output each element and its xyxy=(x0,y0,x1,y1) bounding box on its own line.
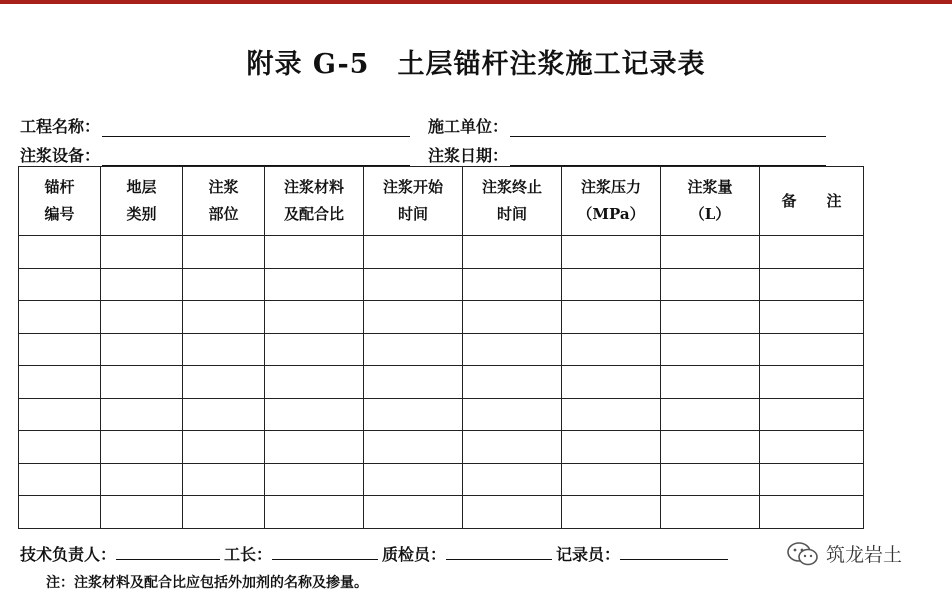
project-name-field[interactable] xyxy=(20,114,410,137)
table-cell[interactable] xyxy=(760,496,864,529)
header-grout-pressure: 注浆压力 （MPa） xyxy=(562,167,661,236)
table-cell[interactable] xyxy=(19,366,101,399)
table-cell[interactable] xyxy=(265,496,364,529)
table-cell[interactable] xyxy=(661,496,760,529)
table-cell[interactable] xyxy=(463,301,562,334)
table-cell[interactable] xyxy=(760,366,864,399)
table-cell[interactable] xyxy=(364,496,463,529)
form-name: 土层锚杆注浆施工记录表 xyxy=(397,49,706,80)
header-end-time: 注浆终止 时间 xyxy=(463,167,562,236)
grouting-record-table xyxy=(18,166,864,529)
table-cell[interactable] xyxy=(19,236,101,269)
table-row xyxy=(19,268,864,301)
table-row xyxy=(19,398,864,431)
table-cell[interactable] xyxy=(265,301,364,334)
table-cell[interactable] xyxy=(562,268,661,301)
table-cell[interactable] xyxy=(364,301,463,334)
watermark xyxy=(786,540,902,567)
table-cell[interactable] xyxy=(19,301,101,334)
tech-lead-line[interactable] xyxy=(116,559,220,560)
table-cell[interactable] xyxy=(19,496,101,529)
header-remarks: 备 注 xyxy=(760,167,864,236)
table-cell[interactable] xyxy=(661,268,760,301)
table-cell[interactable] xyxy=(562,366,661,399)
table-cell[interactable] xyxy=(101,333,183,366)
grouting-date-label: 注浆日期： xyxy=(428,146,509,165)
table-cell[interactable] xyxy=(661,301,760,334)
table-cell[interactable] xyxy=(661,333,760,366)
construction-unit-label: 施工单位： xyxy=(428,117,509,136)
foreman-line[interactable] xyxy=(272,559,378,560)
table-cell[interactable] xyxy=(101,431,183,464)
table-cell[interactable] xyxy=(463,366,562,399)
table-header-row xyxy=(19,167,864,236)
table-cell[interactable] xyxy=(661,366,760,399)
table-cell[interactable] xyxy=(183,236,265,269)
construction-unit-field[interactable] xyxy=(428,114,826,137)
table-row xyxy=(19,236,864,269)
tech-lead-label: 技术负责人： xyxy=(20,545,117,564)
table-cell[interactable] xyxy=(364,463,463,496)
table-cell[interactable] xyxy=(760,431,864,464)
table-cell[interactable] xyxy=(463,333,562,366)
table-row xyxy=(19,496,864,529)
table-cell[interactable] xyxy=(364,268,463,301)
table-cell[interactable] xyxy=(265,366,364,399)
table-cell[interactable] xyxy=(562,463,661,496)
watermark-text: 筑龙岩土 xyxy=(826,544,903,566)
top-border-bar xyxy=(0,0,952,4)
table-body xyxy=(19,236,864,529)
table-cell[interactable] xyxy=(760,463,864,496)
construction-unit-line[interactable] xyxy=(510,122,826,137)
inspector-line[interactable] xyxy=(446,559,552,560)
table-cell[interactable] xyxy=(364,366,463,399)
table-cell[interactable] xyxy=(562,301,661,334)
table-cell[interactable] xyxy=(463,496,562,529)
signature-row xyxy=(20,542,728,565)
table-cell[interactable] xyxy=(760,333,864,366)
table-cell[interactable] xyxy=(364,333,463,366)
table-cell[interactable] xyxy=(183,496,265,529)
header-start-time: 注浆开始 时间 xyxy=(364,167,463,236)
project-name-label: 工程名称： xyxy=(20,117,101,136)
table-cell[interactable] xyxy=(183,366,265,399)
foreman-label: 工长： xyxy=(224,545,273,564)
table-cell[interactable] xyxy=(183,431,265,464)
table-cell[interactable] xyxy=(760,236,864,269)
table-cell[interactable] xyxy=(364,431,463,464)
table-cell[interactable] xyxy=(463,268,562,301)
table-cell[interactable] xyxy=(101,236,183,269)
table-cell[interactable] xyxy=(183,463,265,496)
grouting-date-field[interactable] xyxy=(428,143,826,166)
project-name-line[interactable] xyxy=(102,122,410,137)
header-grout-volume: 注浆量 （L） xyxy=(661,167,760,236)
table-cell[interactable] xyxy=(19,268,101,301)
recorder-line[interactable] xyxy=(620,559,728,560)
header-grout-material: 注浆材料 及配合比 xyxy=(265,167,364,236)
table-cell[interactable] xyxy=(364,398,463,431)
table-cell[interactable] xyxy=(101,463,183,496)
table-cell[interactable] xyxy=(101,366,183,399)
grouting-equipment-line[interactable] xyxy=(102,151,410,166)
table-cell[interactable] xyxy=(463,398,562,431)
table-cell[interactable] xyxy=(265,268,364,301)
grouting-date-line[interactable] xyxy=(510,151,826,166)
page-title xyxy=(0,42,952,81)
table-cell[interactable] xyxy=(562,431,661,464)
table-cell[interactable] xyxy=(661,398,760,431)
table-cell[interactable] xyxy=(661,463,760,496)
table-cell[interactable] xyxy=(265,333,364,366)
table-cell[interactable] xyxy=(101,268,183,301)
recorder-label: 记录员： xyxy=(556,545,621,564)
grouting-equipment-field[interactable] xyxy=(20,143,410,166)
table-cell[interactable] xyxy=(760,398,864,431)
table-cell[interactable] xyxy=(19,333,101,366)
table-cell[interactable] xyxy=(101,398,183,431)
table-cell[interactable] xyxy=(760,301,864,334)
footnote: 注：注浆材料及配合比应包括外加剂的名称及掺量。 xyxy=(46,575,368,591)
table-cell[interactable] xyxy=(463,463,562,496)
inspector-label: 质检员： xyxy=(382,545,447,564)
table-cell[interactable] xyxy=(562,496,661,529)
table-row xyxy=(19,366,864,399)
table-cell[interactable] xyxy=(183,333,265,366)
table-cell[interactable] xyxy=(661,431,760,464)
table-cell[interactable] xyxy=(265,236,364,269)
table-cell[interactable] xyxy=(19,431,101,464)
table-cell[interactable] xyxy=(562,236,661,269)
wechat-icon xyxy=(786,541,820,567)
table-cell[interactable] xyxy=(265,398,364,431)
header-stratum-type: 地层 类别 xyxy=(101,167,183,236)
table-cell[interactable] xyxy=(183,301,265,334)
table-cell[interactable] xyxy=(562,333,661,366)
table-cell[interactable] xyxy=(101,301,183,334)
table-cell[interactable] xyxy=(183,268,265,301)
table-row xyxy=(19,333,864,366)
table-cell[interactable] xyxy=(760,268,864,301)
appendix-code: 附录 G-5 xyxy=(246,49,370,80)
table-cell[interactable] xyxy=(101,496,183,529)
table-cell[interactable] xyxy=(661,236,760,269)
header-anchor-no: 锚杆 编号 xyxy=(19,167,101,236)
table-cell[interactable] xyxy=(562,398,661,431)
table-cell[interactable] xyxy=(463,236,562,269)
table-row xyxy=(19,301,864,334)
table-cell[interactable] xyxy=(364,236,463,269)
table-row xyxy=(19,431,864,464)
table-cell[interactable] xyxy=(463,431,562,464)
table-cell[interactable] xyxy=(183,398,265,431)
grouting-equipment-label: 注浆设备： xyxy=(20,146,101,165)
table-cell[interactable] xyxy=(265,431,364,464)
table-row xyxy=(19,463,864,496)
table-cell[interactable] xyxy=(19,463,101,496)
header-grout-position: 注浆 部位 xyxy=(183,167,265,236)
table-cell[interactable] xyxy=(265,463,364,496)
table-cell[interactable] xyxy=(19,398,101,431)
